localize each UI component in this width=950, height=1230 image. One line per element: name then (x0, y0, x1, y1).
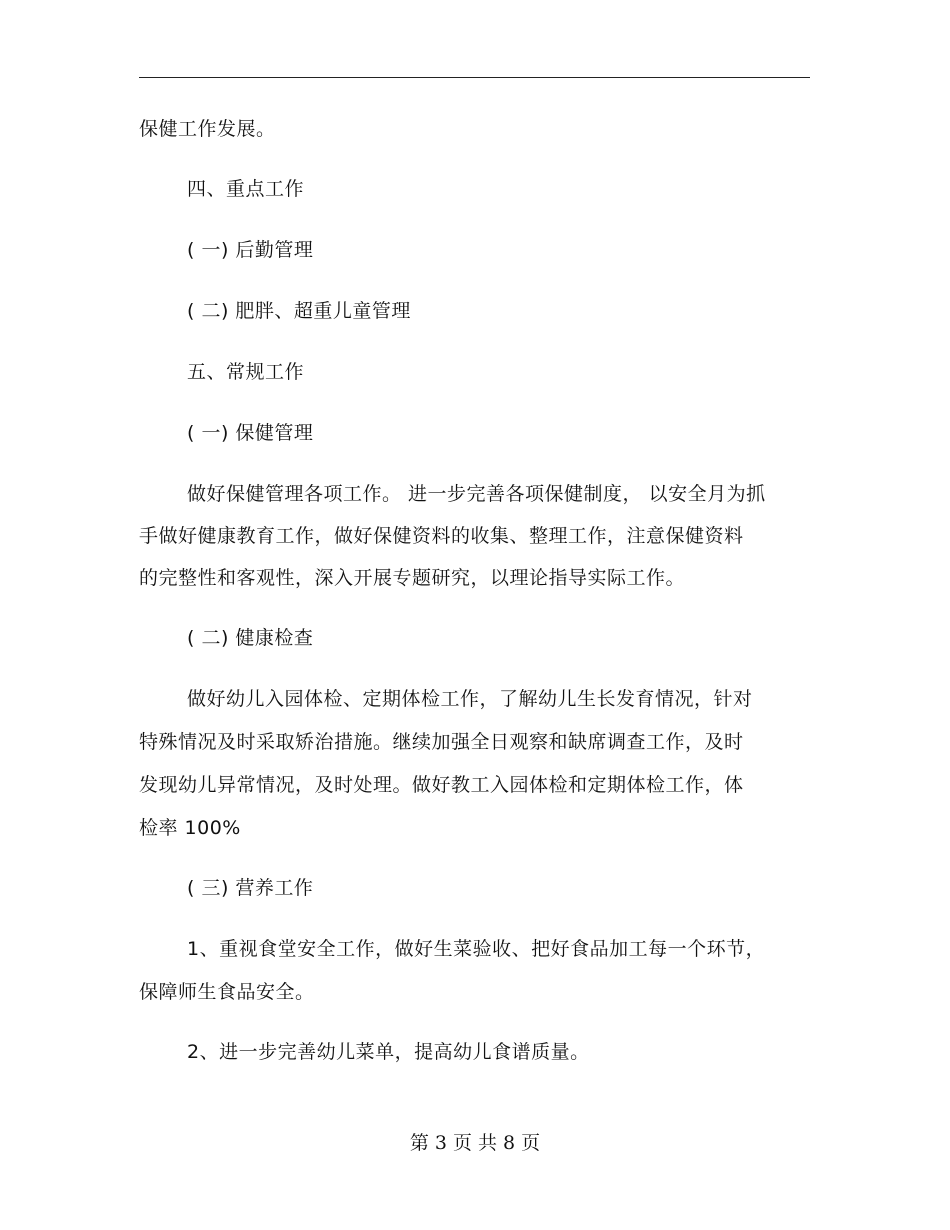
paragraph-line: 2、进一步完善幼儿菜单，提高幼儿食谱质量。 (187, 1041, 590, 1063)
paragraph-line: 保障师生食品安全。 (139, 981, 315, 1003)
section-heading: 五、常规工作 (187, 361, 305, 383)
paragraph-line: 的完整性和客观性，深入开展专题研究，以理论指导实际工作。 (139, 567, 686, 589)
section-heading: 四、重点工作 (187, 178, 305, 200)
paragraph-line: 特殊情况及时采取矫治措施。继续加强全日观察和缺席调查工作，及时 (139, 731, 744, 753)
paragraph-line: 发现幼儿异常情况，及时处理。做好教工入园体检和定期体检工作，体 (139, 774, 744, 796)
paragraph-line: 做好幼儿入园体检、定期体检工作，了解幼儿生长发育情况，针对 (187, 688, 753, 710)
subsection-heading: ( 三) 营养工作 (187, 877, 314, 899)
paragraph-line: 检率 100% (139, 817, 241, 839)
text-line: 保健工作发展。 (139, 118, 276, 140)
subsection-heading: ( 一) 后勤管理 (187, 239, 314, 261)
subsection-heading: ( 二) 肥胖、超重儿童管理 (187, 300, 411, 322)
paragraph-line: 手做好健康教育工作，做好保健资料的收集、整理工作，注意保健资料 (139, 525, 744, 547)
paragraph-line: 1、重视食堂安全工作，做好生菜验收、把好食品加工每一个环节， (187, 938, 766, 960)
paragraph-line: 做好保健管理各项工作。 进一步完善各项保健制度， 以安全月为抓 (187, 483, 766, 505)
page-number-footer: 第 3 页 共 8 页 (409, 1132, 541, 1154)
header-rule (139, 77, 810, 78)
subsection-heading: ( 二) 健康检查 (187, 627, 314, 649)
subsection-heading: ( 一) 保健管理 (187, 422, 314, 444)
